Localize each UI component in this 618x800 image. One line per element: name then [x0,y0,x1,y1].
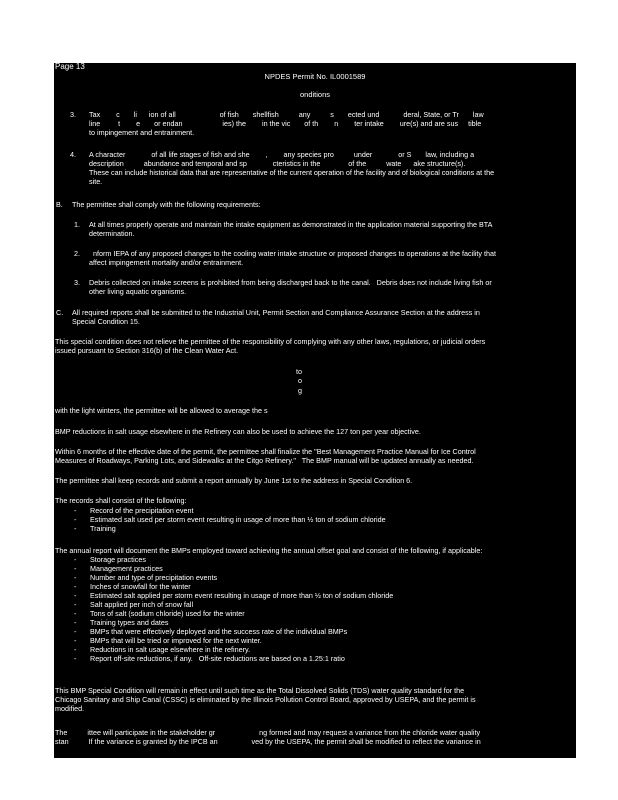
item-number: 4. [70,150,76,159]
list-item: Estimated salt applied per storm event resulting in usage of more than ½ ton of sodium chloride [90,591,394,600]
item-number: 3. [74,278,80,287]
bullet: - [74,524,77,533]
section-label: B. [56,200,63,209]
text-line: stan If the variance is granted by the IPCB an ved by the USEPA, the permit shall be modified to reflect the variance in [55,737,481,746]
bullet: - [74,506,77,515]
item-number: 2. [74,249,80,258]
text-line: The permittee shall comply with the following requirements: [72,200,261,209]
list-item: Training [90,524,116,533]
list-item: Number and type of precipitation events [90,573,218,582]
document-page [54,63,576,758]
text-line: to impingement and entrainment. [89,128,195,137]
text-line: Measures of Roadways, Parking Lots, and Sidewalks at the Citgo Refinery." The BMP manual will be updated annually as needed. [55,456,474,465]
list-item: BMPs that were effectively deployed and the success rate of the individual BMPs [90,627,348,636]
section-header: onditions [299,90,331,99]
list-item: Management practices [90,564,163,573]
text-line: issued pursuant to Section 316(b) of the Clean Water Act. [55,346,239,355]
text-line: This BMP Special Condition will remain in effect until such time as the Total Dissolved Solids (TDS) water quality standard for the [55,686,465,695]
bullet: - [74,636,77,645]
text-line: At all times properly operate and maintain the intake equipment as demonstrated in the application material supporting the BTA [89,220,493,229]
text-line: Chicago Sanitary and Ship Canal (CSSC) is eliminated by the Illinois Pollution Control Board, approved by USEPA, and the permit is [55,695,476,704]
bullet: - [74,591,77,600]
bullet: - [74,555,77,564]
text-line: The permittee shall keep records and submit a report annually by June 1st to the address in Special Condition 6. [55,476,413,485]
list-item: Storage practices [90,555,146,564]
list-item: Estimated salt used per storm event resulting in usage of more than ½ ton of sodium chloride [90,515,386,524]
text-line: nform IEPA of any proposed changes to the cooling water intake structure or proposed changes to operations at the facility that [89,249,496,258]
text-line: description abundance and temporal and sp cteristics in the of the wate ake structure(s). [89,159,466,168]
text-fragment: to [296,367,302,376]
item-number: 1. [74,220,80,229]
list-item: Inches of snowfall for the winter [90,582,191,591]
list-item: Training types and dates [90,618,169,627]
section-label: C. [56,308,64,317]
list-item: Salt applied per inch of snow fall [90,600,194,609]
bullet: - [74,573,77,582]
text-line: Within 6 months of the effective date of the permit, the permittee shall finalize the "Best Management Practice Manual for Ice Control [55,447,476,456]
text-line: line t e or endan ies) the in the vic of th n ter intake ure(s) and are sus tible [89,119,482,128]
bullet: - [74,515,77,524]
text-line: determination. [89,229,135,238]
bullet: - [74,582,77,591]
text-line: site. [89,177,103,186]
list-item: Record of the precipitation event [90,506,194,515]
text-line: Tax c li ion of all of fish shellfish any s ected und deral, State, or Tr law [89,110,484,119]
text-line: Debris collected on intake screens is prohibited from being discharged back to the canal. Debris does not include living fish or [89,278,492,287]
bullet: - [74,618,77,627]
bullet: - [74,564,77,573]
text-line: This special condition does not relieve the permittee of the responsibility of complying with any other laws, regulations, or judicial orders [55,337,486,346]
bullet: - [74,654,77,663]
text-line: BMP reductions in salt usage elsewhere in the Refinery can also be used to achieve the 127 ton per year objective. [55,427,421,436]
text-line: These can include historical data that are representative of the current operation of the facility and of biological conditions at the [89,168,495,177]
text-line: The records shall consist of the following: [55,496,187,505]
text-fragment: g [298,386,302,395]
text-line: modified. [55,704,85,713]
bullet: - [74,609,77,618]
text-line: Special Condition 15. [72,317,140,326]
bullet: - [74,645,77,654]
text-line: other living aquatic organisms. [89,287,187,296]
bullet: - [74,627,77,636]
bullet: - [74,600,77,609]
text-line: The annual report will document the BMPs employed toward achieving the annual offset goal and consist of the following, if applicable: [55,546,483,555]
list-item: BMPs that will be tried or improved for the next winter. [90,636,262,645]
text-line: A character of all life stages of fish and she , any species pro under or S law, including a [89,150,475,159]
item-number: 3. [70,110,76,119]
list-item: Tons of salt (sodium chloride) used for the winter [90,609,245,618]
list-item: Reductions in salt usage elsewhere in the refinery. [90,645,251,654]
permit-number-header: NPDES Permit No. IL0001589 [264,72,366,81]
text-line: The ittee will participate in the stakeholder gr ng formed and may request a variance from the chloride water quality [55,728,481,737]
list-item: Report off-site reductions, if any. Off-site reductions are based on a 1.25:1 ratio [90,654,345,663]
text-line: affect impingement mortality and/or entrainment. [89,258,244,267]
text-fragment: o [298,376,302,385]
text-line: with the light winters, the permittee will be allowed to average the s [55,406,268,415]
text-line: All required reports shall be submitted to the Industrial Unit, Permit Section and Compliance Assurance Section at the address in [72,308,480,317]
page-label: Page 13 [55,62,85,71]
